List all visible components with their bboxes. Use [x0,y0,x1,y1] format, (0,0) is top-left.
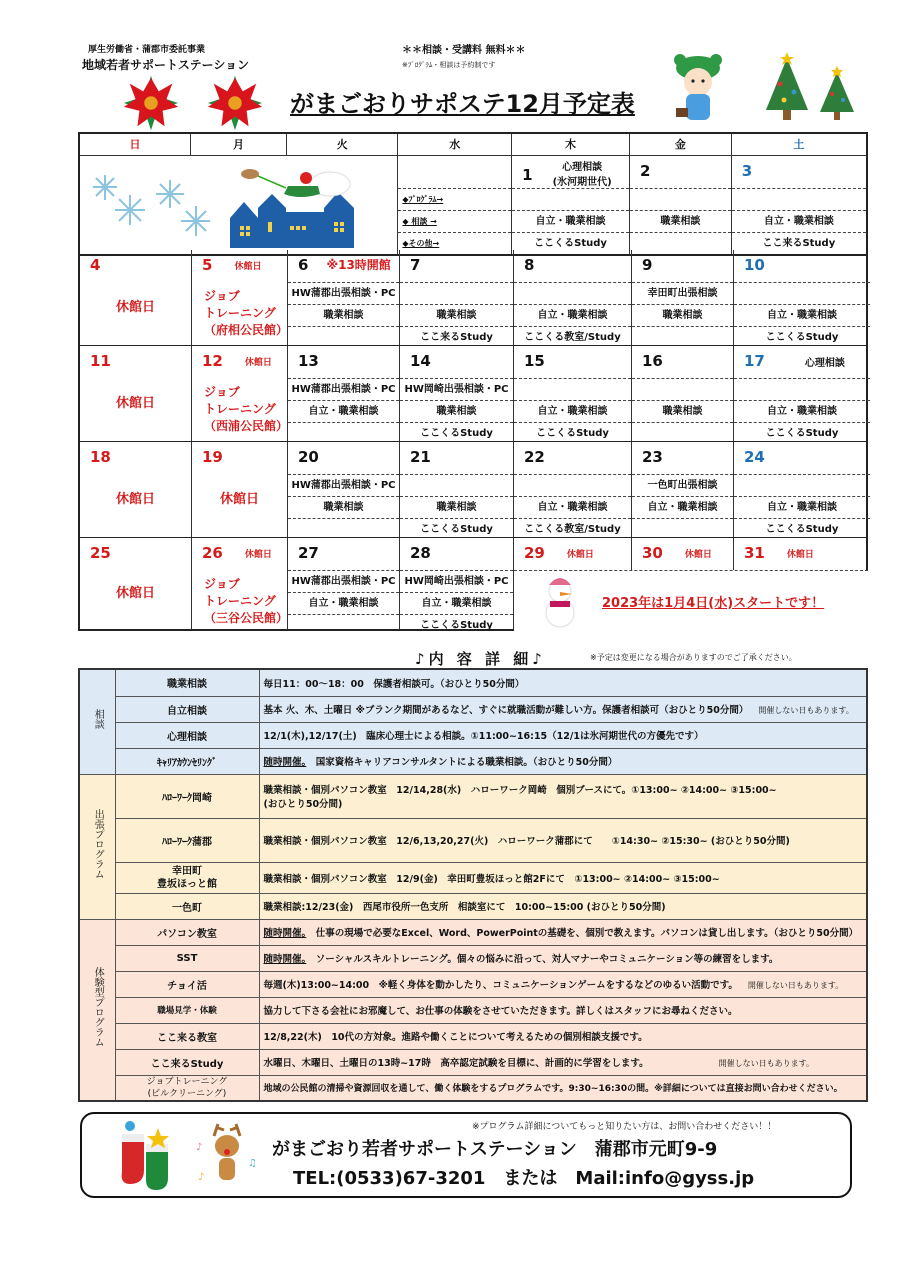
christmas-stocking-icon [118,1120,180,1190]
details-note: ※予定は変更になる場合がありますのでご了承ください。 [590,653,797,662]
day-number: 4 [90,256,101,274]
schedule-slot: 職業相談 [400,496,513,518]
reindeer-icon [192,1120,262,1190]
schedule-slot [514,378,631,400]
reservation-note: ※ﾌﾟﾛｸﾞﾗﾑ・相談は予約制です [402,61,496,69]
schedule-slot: ここくる教室/Study [514,518,631,540]
day-number: 18 [90,448,111,466]
day-cell-3 [731,155,867,255]
day-cell-18 [80,442,192,537]
schedule-slot [734,378,870,400]
schedule-slot: 職業相談 [400,400,513,422]
closed-label: 休館日 [115,395,155,411]
day-cell-17 [734,346,870,441]
schedule-slot: 自立・職業相談 [288,592,399,614]
day-cell-27 [288,538,400,629]
schedule-slot: 職業相談 [288,304,399,326]
day-cell-5 [192,250,288,345]
detail-desc: 職業相談・個別パソコン教室 12/14,28(水) ハローワーク岡崎 個別ブースにて。①13:00~ ②14:00~ ③15:00~ (おひとり50分間) [259,774,867,818]
detail-desc: 随時開催。 ソーシャルスキルトレーニング。個々の悩みに沿って、対人マナーやコミュニケーション等の練習をします。 [259,945,867,971]
day-number: 14 [410,352,431,370]
christmas-tree-icon [760,52,814,122]
day-number: 15 [524,352,545,370]
detail-row [79,945,867,971]
schedule-slot [288,422,399,444]
group-consult: 相談 [79,669,115,774]
day-cell-11 [80,346,192,441]
detail-name: ここ来る教室 [115,1023,259,1049]
day-number: 31 [744,544,765,562]
detail-row [79,919,867,945]
day-cell-26 [192,538,288,629]
slot-other: ここくるStudy [512,232,629,254]
day-number: 26 [202,544,223,562]
detail-row [79,862,867,893]
schedule-slot: 自立・職業相談 [734,400,870,422]
closed-label: 休館日 [115,299,155,315]
schedule-slot: 自立・職業相談 [288,400,399,422]
day-note: 休館日 [566,550,594,560]
day-number: 2 [639,161,651,180]
day-cell-6 [288,250,400,345]
detail-name: ｷｬﾘｱｶｳﾝｾﾘﾝｸﾞ [115,748,259,774]
day-number: 24 [744,448,765,466]
schedule-slot [514,282,631,304]
detail-name: チョイ活 [115,971,259,997]
day-cell-23 [632,442,734,537]
schedule-slot: 自立・職業相談 [734,496,870,518]
detail-row [79,997,867,1023]
slot-label-consult: ◆ 相談 → [398,210,511,232]
calendar-table [78,132,868,256]
detail-name: 自立相談 [115,696,259,722]
schedule-slot: 自立・職業相談 [514,304,631,326]
svg-text:♪: ♪ [196,1142,203,1153]
day-number: 9 [642,256,653,274]
day-cell-10 [734,250,870,345]
winter-illustration [79,155,398,255]
schedule-slot: 職業相談 [632,304,733,326]
schedule-slot: 自立・職業相談 [734,304,870,326]
slot-program [512,188,629,210]
detail-row [79,722,867,748]
snowflake-icon [90,170,210,240]
detail-name: 職場見学・体験 [115,997,259,1023]
details-title: ♪内 容 詳 細♪ [415,650,546,668]
weekday-tue: 火 [286,133,398,155]
free-notice: ＊＊相談・受講料 無料＊＊ [402,45,526,56]
detail-desc: 毎日11：00～18：00 保護者相談可。（おひとり50分間） [259,669,867,696]
organization-name: 地域若者サポートステーション [82,58,250,72]
day-number: 27 [298,544,319,562]
week-row [78,442,868,538]
schedule-slot: ここくるStudy [400,422,513,444]
day-cell-16 [632,346,734,441]
schedule-slot [400,282,513,304]
frog-hat-mascot-icon [672,52,724,128]
schedule-slot: HW蒲郡出張相談・PC [288,282,399,304]
week-row [79,155,867,255]
detail-row [79,818,867,862]
detail-desc: 随時開催。 国家資格キャリアコンサルタントによる職業相談。（おひとり50分間） [259,748,867,774]
day-cell-28 [400,538,514,629]
weekday-thu: 木 [512,133,630,155]
detail-name: 職業相談 [115,669,259,696]
schedule-slot: 一色町出張相談 [632,474,733,496]
detail-name: 一色町 [115,893,259,919]
day-note: 休館日 [244,358,272,368]
detail-row [79,669,867,696]
day-note: 心理相談 [562,161,603,173]
schedule-slot: HW蒲郡出張相談・PC [288,474,399,496]
schedule-slot: HW蒲郡出張相談・PC [288,570,399,592]
detail-name: ここ来るStudy [115,1049,259,1075]
day-cell-13 [288,346,400,441]
details-table [78,668,868,1102]
day-cell-12 [192,346,288,441]
schedule-slot [514,474,631,496]
detail-extra: 開催しない日もあります。 [747,981,844,990]
footer-contact: TEL:(0533)67-3201 または Mail:info@gyss.jp [293,1168,755,1189]
sponsor-text: 厚生労働省・蒲郡市委託事業 [88,45,206,55]
weekday-fri: 金 [629,133,731,155]
day-cell-20 [288,442,400,537]
detail-name: ジョブトレーニング (ビルクリーニング) [115,1075,259,1101]
detail-name: パソコン教室 [115,919,259,945]
footer-org-address: がまごおり若者サポートステーション 蒲郡市元町9-9 [272,1139,718,1160]
schedule-slot [632,518,733,540]
schedule-slot: 職業相談 [400,304,513,326]
svg-text:♫: ♫ [248,1158,257,1169]
svg-text:♪: ♪ [198,1172,205,1183]
schedule-slot: ここくるStudy [734,326,870,348]
day-number: 3 [741,161,753,180]
poinsettia-icon [206,74,264,132]
schedule-slot [734,282,870,304]
day-number: 17 [744,352,765,370]
detail-desc: 職業相談・個別パソコン教室 12/6,13,20,27(火) ハローワーク蒲郡にて ①14:30~ ②15:30~ (おひとり50分間) [259,818,867,862]
day-note: 休館日 [684,550,712,560]
schedule-slot: ここ来るStudy [400,326,513,348]
schedule-slot: 自立・職業相談 [400,592,513,614]
day-number: 10 [744,256,765,274]
week-row [78,538,868,631]
day-note: ※13時開館 [326,258,391,272]
schedule-slot: ここくるStudy [400,518,513,540]
detail-extra: 開催しない日もあります。 [718,1059,815,1068]
schedule-slot: 自立・職業相談 [514,496,631,518]
day-number: 12 [202,352,223,370]
slot-consult: 職業相談 [630,210,731,232]
day-number: 13 [298,352,319,370]
slot-label-other: ◆その他→ [398,232,511,254]
schedule-slot [288,326,399,348]
group-experience: 体験型プログラム [79,919,115,1101]
detail-desc: 随時開催。 仕事の現場で必要なExcel、Word、PowerPointの基礎を、個別で教えます。パソコンは貸し出します。（おひとり50分間） [259,919,867,945]
day-cell-19 [192,442,288,537]
day-note: 休館日 [244,550,272,560]
schedule-slot: HW岡崎出張相談・PC [400,570,513,592]
detail-desc: 地域の公民館の清掃や資源回収を通して、働く体験をするプログラムです。9:30~16:30の間。※詳細については直接お問い合わせください。 [259,1075,867,1101]
santa-sleigh-town-icon [230,160,370,248]
detail-row [79,774,867,818]
schedule-slot [288,518,399,540]
detail-row [79,1049,867,1075]
closed-label: 休館日 [115,585,155,601]
weekday-header-row [79,133,867,155]
day-number: 21 [410,448,431,466]
day-number: 29 [524,544,545,562]
slot-consult: 自立・職業相談 [732,210,866,232]
schedule-slot: ここくる教室/Study [514,326,631,348]
detail-row [79,893,867,919]
schedule-slot: 自立・職業相談 [514,400,631,422]
day-number: 16 [642,352,663,370]
day-number: 20 [298,448,319,466]
detail-lead: 随時開催。 [263,757,307,768]
detail-row [79,971,867,997]
day-cell-21 [400,442,514,537]
day-cell-1 [512,155,630,255]
day-cell-2 [629,155,731,255]
schedule-slot: ここくるStudy [734,422,870,444]
detail-desc: 毎週(木)13:00~14:00 ※軽く身体を動かしたり、コミュニケーションゲームをするなどのゆるい活動です。 開催しない日もあります。 [259,971,867,997]
job-training-label: ジョブ トレーニング （三谷公民館） [204,577,289,625]
group-outreach: 出張プログラム [79,774,115,919]
poinsettia-icon [122,74,180,132]
day-note: 休館日 [786,550,814,560]
week-row [78,250,868,346]
closed-label: 休館日 [219,491,259,507]
new-year-announcement: 2023年は1月4日(水)スタートです！ [514,570,868,631]
schedule-slot: HW蒲郡出張相談・PC [288,378,399,400]
detail-desc: 水曜日、木曜日、土曜日の13時~17時 高卒認定試験を目標に、計画的に学習をします。 開催しない日もあります。 [259,1049,867,1075]
detail-desc: 協力して下さる会社にお邪魔して、お仕事の体験をさせていただきます。詳しくはスタッフにお尋ねください。 [259,997,867,1023]
job-training-label: ジョブ トレーニング （府相公民館） [204,289,289,337]
schedule-slot: ここくるStudy [400,614,513,636]
slot-program [732,188,866,210]
day-number: 6 [298,256,309,274]
detail-name: ﾊﾛｰﾜｰｸ蒲郡 [115,818,259,862]
detail-name: ﾊﾛｰﾜｰｸ岡崎 [115,774,259,818]
day-number: 7 [410,256,421,274]
christmas-tree-icon [816,66,858,122]
detail-lead: 随時開催。 [263,954,307,965]
day-number: 22 [524,448,545,466]
detail-row [79,748,867,774]
schedule-slot [400,474,513,496]
detail-desc: 職業相談:12/23(金) 西尾市役所一色支所 相談室にて 10:00~15:00 (おひとり50分間) [259,893,867,919]
schedule-slot: 自立・職業相談 [632,496,733,518]
schedule-slot: HW岡崎出張相談・PC [400,378,513,400]
detail-lead: 随時開催。 [263,928,307,939]
detail-desc: 職業相談・個別パソコン教室 12/9(金) 幸田町豊坂ほっと館2Fにて ①13:00~ ②14:00~ ③15:00~ [259,862,867,893]
detail-row [79,696,867,722]
job-training-label: ジョブ トレーニング （西浦公民館） [204,385,289,433]
day-number: 1 [522,165,533,184]
schedule-slot [632,422,733,444]
day-cell-8 [514,250,632,345]
schedule-slot: ここくるStudy [734,518,870,540]
schedule-slot [632,378,733,400]
weekday-sat: 土 [731,133,867,155]
schedule-slot: 幸田町出張相談 [632,282,733,304]
day-cell-9 [632,250,734,345]
footer-note: ※プログラム詳細についてもっと知りたい方は、お問い合わせください！！ [472,1122,777,1132]
schedule-slot: 職業相談 [288,496,399,518]
slot-label-program: ◆ﾌﾟﾛｸﾞﾗﾑ→ [398,188,511,210]
detail-desc: 基本 火、木、土曜日 ※ブランク期間があるなど、すぐに就職活動が難しい方。保護者相談可（おひとり50分間） 開催しない日もあります。 [259,696,867,722]
snowman-icon [536,573,584,629]
slot-program [630,188,731,210]
day-note: 休館日 [234,262,262,272]
slot-other: ここ来るStudy [732,232,866,254]
day-number: 5 [202,256,213,274]
schedule-slot: ここくるStudy [514,422,631,444]
slot-consult: 自立・職業相談 [512,210,629,232]
page-title: がまごおりサポステ12月予定表 [290,90,635,118]
day-number: 8 [524,256,535,274]
schedule-slot [288,614,399,636]
detail-name: 幸田町 豊坂ほっと館 [115,862,259,893]
closed-label: 休館日 [115,491,155,507]
day-cell-4 [80,250,192,345]
day-number: 28 [410,544,431,562]
day-cell-22 [514,442,632,537]
day-number: 19 [202,448,223,466]
schedule-slot [734,474,870,496]
day-note-sub: (氷河期世代) [552,176,612,188]
day-cell-7 [400,250,514,345]
day-cell-14 [400,346,514,441]
weekday-mon: 月 [191,133,287,155]
detail-desc: 12/1(木),12/17(土) 臨床心理士による相談。①11:00~16:15（12/1は氷河期世代の方優先です） [259,722,867,748]
day-number: 23 [642,448,663,466]
day-cell-24 [734,442,870,537]
day-number: 25 [90,544,111,562]
detail-name: SST [115,945,259,971]
day-cell-25 [80,538,192,629]
detail-row [79,1075,867,1101]
day-number: 30 [642,544,663,562]
schedule-slot: 職業相談 [632,400,733,422]
weekday-sun: 日 [79,133,191,155]
week-row [78,346,868,442]
day-note: 心理相談 [804,358,845,369]
weekday-wed: 水 [398,133,512,155]
schedule-slot [632,326,733,348]
day-number: 11 [90,352,111,370]
slot-label-cell [398,155,512,255]
day-cell-15 [514,346,632,441]
detail-name: 心理相談 [115,722,259,748]
detail-desc: 12/8,22(木) 10代の方対象。進路や働くことについて考えるための個別相談支援です。 [259,1023,867,1049]
detail-row [79,1023,867,1049]
detail-extra: 開催しない日もあります。 [758,706,854,715]
